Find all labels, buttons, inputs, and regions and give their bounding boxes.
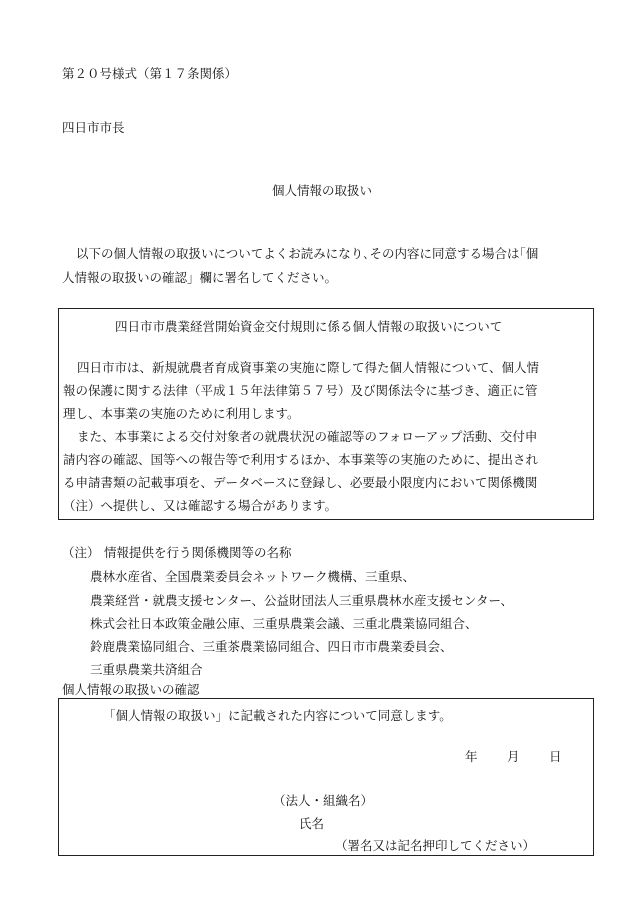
notice-paragraph-1-line-1: 四日市市は、新規就農者育成資事業の実施に際して得た個人情報について、個人情 <box>77 360 540 375</box>
note-heading: 情報提供を行う関係機関等の名称 <box>104 545 292 560</box>
signature-instruction: （署名又は記名押印してください） <box>335 838 536 853</box>
note-agency-line-5: 三重県農業共済組合 <box>90 662 203 677</box>
signer-name-label: 氏名 <box>299 816 325 831</box>
notice-paragraph-2-line-4: （注）へ提供し、又は確認する場合があります。 <box>63 498 338 513</box>
note-agency-line-1: 農林水産省、全国農業委員会ネットワーク機構、三重県、 <box>90 569 416 584</box>
note-agency-line-2: 農業経営・就農支援センター、公益財団法人三重県農林水産支援センター、 <box>90 593 514 608</box>
notice-paragraph-2-line-2: 請内容の確認、国等への報告等で利用するほか、本事業等の実施のために、提出され <box>63 452 539 467</box>
form-number: 第２０号様式（第１７条関係） <box>62 66 238 81</box>
notice-paragraph-2-line-3: る申請書類の記載事項を、データベースに登録し、必要最小限度内において関係機関 <box>63 475 538 490</box>
notice-paragraph-1-line-2: 報の保護に関する法律（平成１５年法律第５７号）及び関係法令に基づき、適正に管 <box>63 383 538 398</box>
date-year-label: 年 <box>465 749 478 764</box>
page-title: 個人情報の取扱い <box>272 183 373 198</box>
notice-paragraph-2-line-1: また、本事業による交付対象者の就農状況の確認等のフォローアップ活動、交付申 <box>77 429 538 444</box>
notice-box <box>58 308 594 520</box>
intro-line-2: 人情報の取扱いの確認」欄に署名してください。 <box>62 270 338 285</box>
notice-paragraph-1-line-3: 理し、本事業の実施のために利用します。 <box>63 406 300 421</box>
addressee: 四日市市長 <box>62 120 125 135</box>
confirmation-label: 個人情報の取扱いの確認 <box>62 682 200 697</box>
notice-heading: 四日市市農業経営開始資金交付規則に係る個人情報の取扱いについて <box>115 319 503 334</box>
date-day-label: 日 <box>549 749 562 764</box>
consent-statement: 「個人情報の取扱い」に記載された内容について同意します。 <box>103 708 452 723</box>
note-agency-line-4: 鈴鹿農業協同組合、三重茶農業協同組合、四日市市農業委員会、 <box>90 639 453 654</box>
organization-name-label: （法人・組織名） <box>273 793 374 808</box>
note-agency-line-3: 株式会社日本政策金融公庫、三重県農業会議、三重北農業協同組合、 <box>90 616 478 631</box>
confirmation-box <box>58 698 594 856</box>
date-month-label: 月 <box>507 749 520 764</box>
intro-line-1: 以下の個人情報の取扱いについてよくお読みになり､その内容に同意する場合は｢個 <box>76 246 539 261</box>
note-label: （注） <box>62 545 100 560</box>
